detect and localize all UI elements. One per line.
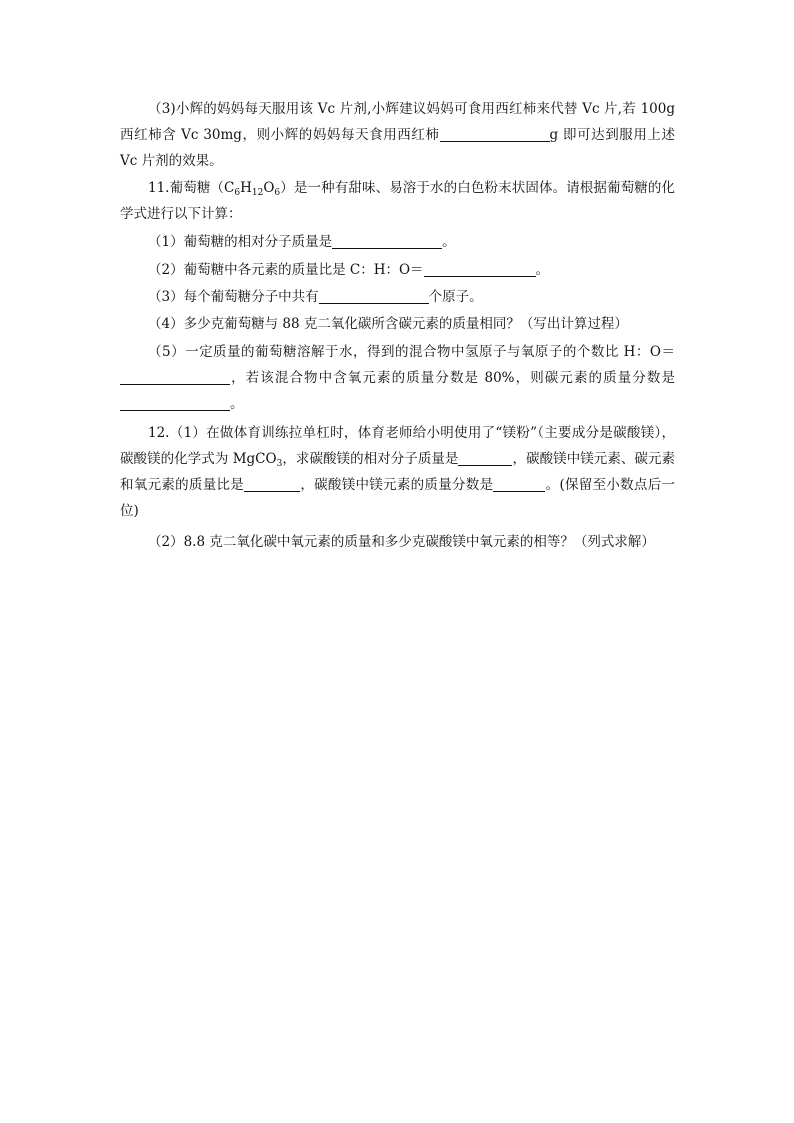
answer-blank[interactable] bbox=[332, 233, 442, 249]
q11-part2-text: （2）葡萄糖中各元素的质量比是 C：H：O＝ bbox=[148, 262, 424, 278]
q11-part3-tail: 个原子。 bbox=[428, 289, 483, 305]
subscript: 12 bbox=[251, 188, 264, 198]
q11-part1-tail: 。 bbox=[442, 234, 456, 250]
q12-part1-text: ，碳酸镁中镁元素、碳元素和氧元素的质量比是 bbox=[120, 451, 676, 493]
q11-intro-text: 11.葡萄糖（C bbox=[148, 180, 235, 196]
q11-part5-text: （5）一定质量的葡萄糖溶解于水，得到的混合物中氢原子与氧原子的个数比 H：O＝ bbox=[148, 344, 675, 360]
q12-part1 bbox=[120, 420, 675, 524]
q11-intro-text: O bbox=[263, 180, 275, 196]
q11-part5-text: ，若该混合物中含氧元素的质量分数是 80%，则碳元素的质量分数是 bbox=[230, 370, 675, 386]
q11-part5 bbox=[120, 339, 675, 417]
answer-blank[interactable] bbox=[440, 126, 550, 142]
q11-part2 bbox=[120, 257, 675, 283]
q11-part1-text: （1）葡萄糖的相对分子质量是 bbox=[148, 234, 333, 250]
q10-part3 bbox=[120, 96, 675, 174]
answer-blank[interactable] bbox=[493, 476, 545, 492]
answer-blank[interactable] bbox=[244, 476, 300, 492]
q11-part2-tail: 。 bbox=[535, 262, 550, 278]
q12-part1-text: 12.（1）在做体育训练拉单杠时，体育老师给小明使用了“镁粉”（主要成分是碳酸镁），碳酸镁的化学式为 MgCO bbox=[120, 425, 675, 467]
answer-blank[interactable] bbox=[120, 369, 230, 385]
q12-part1-text: ，求碳酸镁的相对分子质量是 bbox=[282, 451, 459, 467]
q11-intro-text: H bbox=[240, 180, 252, 196]
subscript: 3 bbox=[276, 459, 283, 469]
q11-part5-tail: 。 bbox=[230, 396, 244, 412]
answer-blank[interactable] bbox=[424, 261, 536, 277]
q11-part3 bbox=[120, 284, 675, 310]
answer-blank[interactable] bbox=[458, 450, 512, 466]
q11-intro-text: ）是一种有甜味、易溶于水的白色粉末状固体。请根据葡萄糖的化学式进行以下计算： bbox=[120, 180, 675, 222]
q11-part4: （4）多少克葡萄糖与 88 克二氧化碳所含碳元素的质量相同？（写出计算过程） bbox=[148, 316, 628, 332]
q10-part3-text: （3)小辉的妈妈每天服用该 Vc 片剂,小辉建议妈妈可食用西红柿来代替 Vc 片,若 100g 西红柿含 Vc 30mg，则小辉的妈妈每天食用西红柿 bbox=[120, 101, 675, 143]
answer-blank[interactable] bbox=[319, 288, 429, 304]
q12-part1-tail: 。(保留至小数点后一位) bbox=[120, 477, 676, 519]
q12-part1-text: ，碳酸镁中镁元素的质量分数是 bbox=[300, 477, 494, 493]
q12-part2: （2）8.8 克二氧化碳中氧元素的质量和多少克碳酸镁中氧元素的相等？（列式求解） bbox=[148, 534, 655, 550]
subscript: 6 bbox=[274, 188, 281, 198]
q11-part1 bbox=[120, 229, 675, 255]
q11-part3-text: （3）每个葡萄糖分子中共有 bbox=[148, 289, 319, 305]
answer-blank[interactable] bbox=[120, 395, 230, 411]
subscript: 6 bbox=[234, 188, 241, 198]
q11-intro bbox=[120, 175, 675, 227]
q10-part3-tail: g 即可达到服用上述 Vc 片剂的效果。 bbox=[120, 127, 675, 169]
